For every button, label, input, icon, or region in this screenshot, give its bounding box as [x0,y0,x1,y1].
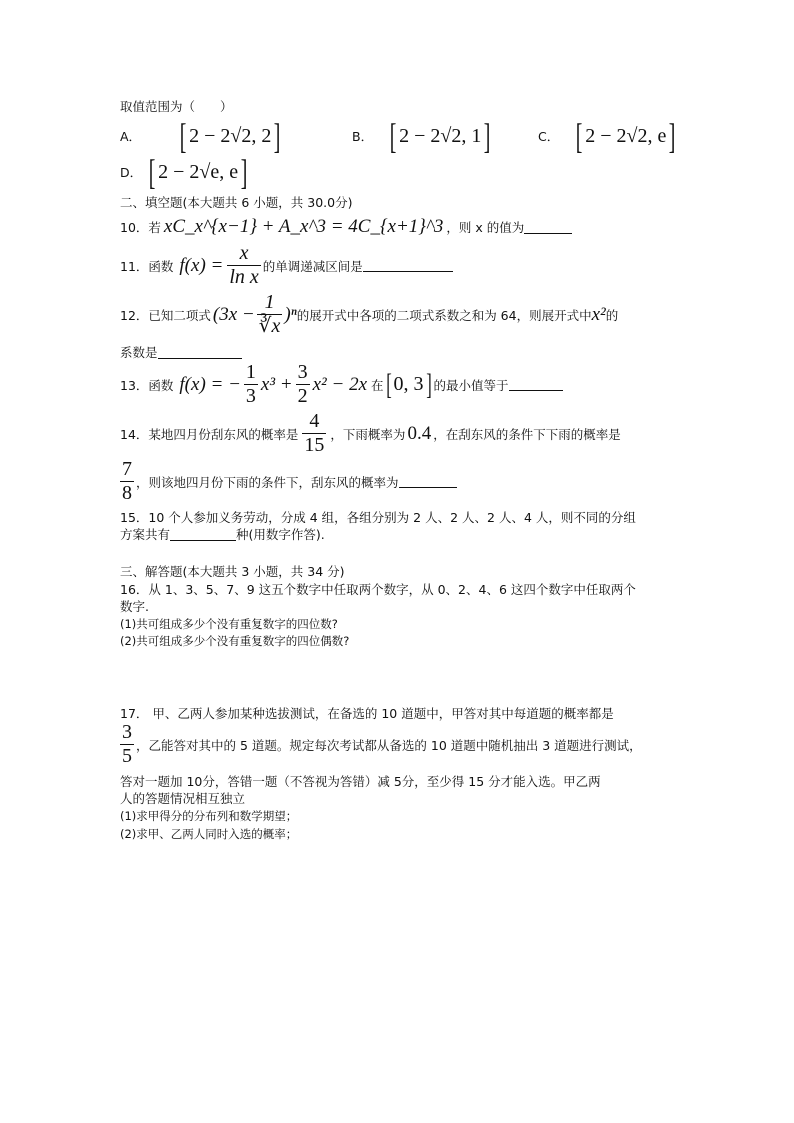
question-10 [120,216,572,238]
q13-number: 13．函数 [120,377,174,393]
q12-x-squared: x² [591,303,606,325]
option-d-interval: [ 2 − 2√e, e ] [148,152,248,192]
q9-option-b [352,118,493,154]
option-c-label: C． [538,129,560,144]
option-a-expr: 2 − 2√2, 2 [189,124,272,147]
option-c-expr: 2 − 2√2, e [585,124,667,147]
q17-line1: 17． 甲、乙两人参加某种选拔测试，在备选的 10 道题中，甲答对其中每道题的概率都是 [120,706,614,721]
q12-answer-blank [158,346,242,359]
q11-number: 11．函数 [120,258,174,274]
q13-interval: [ 0, 3 ] [385,367,432,401]
q11-tail: 的单调递减区间是 [262,258,363,274]
option-b-expr: 2 − 2√2, 1 [399,124,482,147]
q10-expression: xC_x^{x−1} + A_x^3 = 4C_{x+1}^3 [163,216,444,237]
q12-tail2: 的 [605,307,619,323]
q14-number: 14．某地四月份刮东风的概率是 [120,426,299,442]
q17-frac-numerator: 3 [122,721,132,743]
question-15-line2 [120,525,325,543]
q14-mid: ，下雨概率为 [330,426,406,442]
option-a-interval: [ 2 − 2√2, 2 ] [179,116,281,156]
q16-line1: 16．从 1、3、5、7、9 这五个数字中任取两个数字，从 0、2、4、6 这四个数字中任取两个 [120,582,636,597]
q14-answer-blank [399,475,457,488]
q13-frac1-denominator: 3 [245,385,256,407]
q12-frac-numerator: 1 [264,291,275,313]
q14-rain-prob: 0.4 [407,422,432,444]
q14-frac3-numerator: 7 [122,458,132,480]
question-13 [120,362,563,407]
q13-fraction-2 [296,362,310,407]
q13-frac2-denominator: 2 [297,385,308,407]
q17-line4: 人的答题情况相互独立 [120,791,246,806]
section2-title: 二、填空题(本大题共 6 小题，共 30.0分) [120,195,353,210]
q13-interval-text: 0, 3 [393,373,424,395]
q15-line1: 15．10 个人参加义务劳动，分成 4 组，各组分别为 2 人、2 人、2 人、4 人，则不同的分组 [120,510,636,525]
option-c-interval: [ 2 − 2√2, e ] [575,116,676,156]
q13-in: 在 [371,377,384,393]
q10-tail: ，则 x 的值为 [446,220,525,235]
q15-line2-post: 种(用数字作答). [236,527,325,542]
q11-function: f(x) = [179,254,224,276]
option-d-label: D． [120,165,143,180]
option-a-label: A． [120,129,142,144]
q17-frac-denominator: 5 [122,745,132,767]
q9-option-a [120,118,283,154]
q12-fraction [257,292,283,337]
q14-frac1-denominator: 15 [304,434,325,456]
q12-line2: 系数是 [120,345,158,360]
question-17-line2 [120,722,642,767]
q9-option-d [120,154,250,190]
q15-answer-blank [170,528,236,541]
q12-frac-denominator: ∛x [258,315,281,337]
q14-tail: ，则该地四月份下雨的条件下，刮东风的概率为 [136,474,399,490]
q13-frac2-numerator: 3 [297,361,308,383]
q13-fraction-1 [244,362,258,407]
section3-title: 三、解答题(本大题共 3 小题，共 34 分) [120,564,345,579]
q12-expr-pre: (3x − [212,303,255,325]
q16-line2: 数字. [120,599,149,614]
q11-frac-numerator: x [239,242,249,264]
option-d-expr: 2 − 2√e, e [158,160,239,183]
option-b-label: B． [352,129,374,144]
question-14 [120,411,621,456]
q13-frac1-numerator: 1 [245,361,256,383]
q12-number: 12．已知二项式 [120,307,211,323]
q13-answer-blank [509,378,563,391]
q13-function: f(x) = − [179,373,241,395]
q17-sub2: (2)求甲、乙两人同时入选的概率； [120,827,298,841]
q15-line2-pre: 方案共有 [120,527,171,542]
question-14-line2 [120,459,457,504]
q17-line2: ，乙能答对其中的 5 道题。规定每次考试都从备选的 10 道题中随机抽出 3 道题进行测试， [136,737,642,753]
question-12-line2 [120,343,242,361]
q9-stem: 取值范围为（ ） [120,99,233,114]
q17-sub1: (1)求甲得分的分布列和数学期望； [120,809,298,823]
q11-answer-blank [363,259,453,272]
q16-sub1: (1)共可组成多少个没有重复数字的四位数? [120,617,338,631]
question-11 [120,243,453,288]
q13-tail: 的最小值等于 [433,377,509,393]
q11-fraction [227,243,260,288]
q14-frac1-numerator: 4 [309,410,320,432]
q12-tail: 的展开式中各项的二项式系数之和为 64，则展开式中 [296,307,592,323]
q13-end: x² − 2x [312,373,368,395]
q11-frac-denominator: ln x [229,266,259,288]
q12-expr-post: )ⁿ [284,303,297,325]
q17-line3: 答对一题加 10分，答错一题（不答视为答错）减 5分，至少得 15 分才能入选。甲乙两 [120,774,601,789]
q14-mid2: ，在刮东风的条件下下雨的概率是 [433,426,621,442]
question-12 [120,292,618,337]
q17-fraction [120,722,134,767]
q14-frac3-denominator: 8 [122,482,132,504]
q16-sub2: (2)共可组成多少个没有重复数字的四位偶数? [120,634,350,648]
option-b-interval: [ 2 − 2√2, 1 ] [389,116,491,156]
q10-number: 10．若 [120,220,161,235]
q9-option-c [538,118,678,154]
q10-answer-blank [524,221,572,234]
q14-fraction-1 [302,411,326,456]
q14-fraction-3 [120,459,134,504]
q13-mid: x³ + [260,373,293,395]
